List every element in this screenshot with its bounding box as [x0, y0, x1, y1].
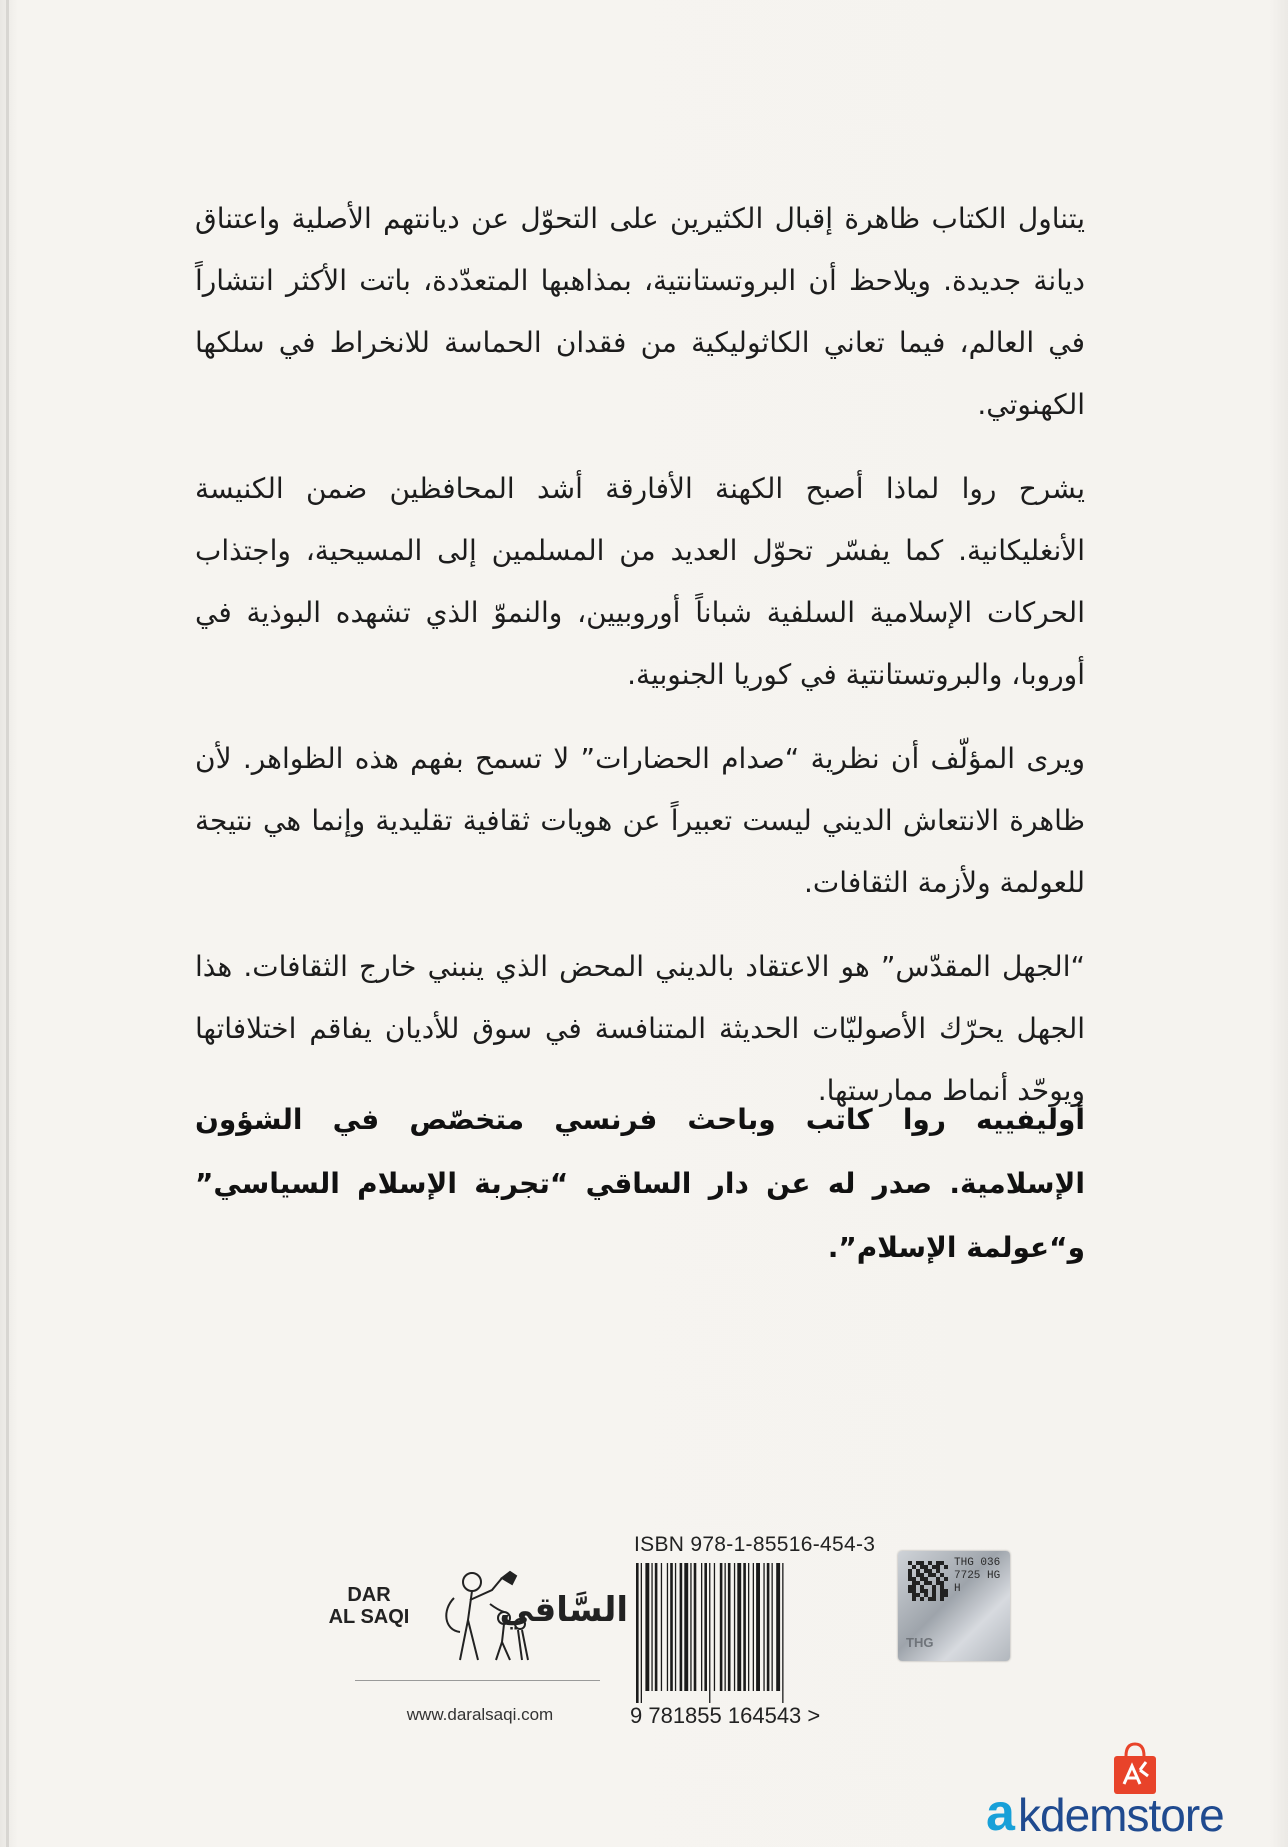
- qr-cell: [916, 1581, 920, 1585]
- barcode-bar: [737, 1563, 741, 1691]
- sticker-code: THG 0367725 HGH: [954, 1557, 1001, 1595]
- qr-cell: [912, 1581, 916, 1585]
- blurb-paragraph-4: “الجهل المقدّس” هو الاعتقاد بالديني المحض الذي ينبني خارج الثقافات. هذا الجهل يحرّك الأصوليّات الحديثة المتنافسة في سوق للأديان يفاقم اختلافاتها ويوحّد أنماط ممارستها.: [195, 950, 1085, 1107]
- barcode-bar: [684, 1563, 688, 1691]
- barcode-bar: [763, 1563, 764, 1691]
- barcode-bar: [756, 1563, 760, 1691]
- qr-cell: [920, 1565, 924, 1569]
- barcode-bar: [655, 1563, 658, 1691]
- qr-cell: [932, 1589, 936, 1593]
- qr-cell: [932, 1565, 936, 1569]
- qr-cell: [924, 1581, 928, 1585]
- qr-cell: [928, 1569, 932, 1573]
- publisher-arabic-name: السَّاقي: [499, 1590, 628, 1630]
- barcode-bar: [641, 1563, 642, 1703]
- barcode-bar: [680, 1563, 683, 1691]
- qr-cell: [920, 1585, 924, 1589]
- qr-cell: [928, 1561, 932, 1565]
- store-logo-initial: a: [986, 1784, 1015, 1842]
- security-sticker: [898, 1551, 1010, 1661]
- qr-cell: [908, 1569, 912, 1573]
- qr-code-icon: [908, 1561, 948, 1601]
- qr-cell: [932, 1573, 936, 1577]
- barcode-bar: [675, 1563, 676, 1691]
- qr-cell: [912, 1589, 916, 1593]
- barcode-bar: [767, 1563, 770, 1691]
- publisher-latin-line-1: DAR: [347, 1584, 391, 1606]
- barcode-bar: [714, 1563, 715, 1691]
- barcode-bar: [690, 1563, 691, 1691]
- book-blurb: [195, 188, 1085, 1144]
- qr-cell: [924, 1589, 928, 1593]
- isbn-number: ISBN 978-1-85516-454-3: [634, 1533, 876, 1556]
- qr-cell: [908, 1561, 912, 1565]
- qr-cell: [920, 1561, 924, 1565]
- qr-cell: [908, 1585, 912, 1589]
- qr-cell: [940, 1593, 944, 1597]
- qr-cell: [940, 1573, 944, 1577]
- qr-cell: [912, 1593, 916, 1597]
- qr-cell: [916, 1593, 920, 1597]
- publisher-divider: [355, 1680, 600, 1681]
- qr-cell: [944, 1593, 948, 1597]
- qr-cell: [928, 1581, 932, 1585]
- isbn-barcode: [630, 1533, 890, 1733]
- store-watermark: kdemstore: [1018, 1789, 1224, 1841]
- qr-cell: [932, 1597, 936, 1601]
- qr-cell: [924, 1593, 928, 1597]
- qr-cell: [920, 1573, 924, 1577]
- qr-cell: [924, 1577, 928, 1581]
- barcode-bar: [645, 1563, 649, 1691]
- barcode-bar: [725, 1563, 726, 1691]
- qr-cell: [920, 1589, 924, 1593]
- publisher-website: www.daralsaqi.com: [406, 1705, 554, 1724]
- barcode-bar: [753, 1563, 754, 1691]
- qr-cell: [912, 1565, 916, 1569]
- barcode-bar: [772, 1563, 773, 1691]
- qr-cell: [940, 1561, 944, 1565]
- qr-cell: [912, 1585, 916, 1589]
- qr-cell: [916, 1561, 920, 1565]
- qr-cell: [940, 1589, 944, 1593]
- blurb-paragraph-1: يتناول الكتاب ظاهرة إقبال الكثيرين على التحوّل عن ديانتهم الأصلية واعتناق ديانة جديدة. ويلاحظ أن البروتستانتية، بمذاهبها المتعدّدة، باتت الأكثر انتشاراً في العالم، فيما تعاني الكاثوليكية من فقدان الحماسة للانخراط في سلكها الكهنوتي.: [195, 202, 1085, 421]
- barcode-bar: [667, 1563, 668, 1691]
- barcode-bars-icon: [632, 1563, 872, 1703]
- qr-cell: [920, 1597, 924, 1601]
- barcode-bar: [709, 1563, 710, 1703]
- qr-cell: [912, 1597, 916, 1601]
- barcode-bar: [776, 1563, 780, 1691]
- qr-cell: [940, 1581, 944, 1585]
- qr-cell: [916, 1569, 920, 1573]
- barcode-bar: [670, 1563, 673, 1691]
- barcode-bar: [743, 1563, 746, 1691]
- qr-cell: [932, 1585, 936, 1589]
- blurb-paragraph-3: ويرى المؤلّف أن نظرية “صدام الحضارات” لا تسمح بفهم هذه الظواهر. لأن ظاهرة الانتعاش الديني ليست تعبيراً عن هويات ثقافية تقليدية وإنما هي نتيجة للعولمة ولأزمة الثقافات.: [195, 742, 1085, 899]
- publisher-latin-line-2: AL SAQI: [328, 1606, 410, 1628]
- qr-cell: [912, 1577, 916, 1581]
- barcode-bar: [748, 1563, 749, 1691]
- qr-cell: [936, 1577, 940, 1581]
- blurb-paragraph-2: يشرح روا لماذا أصبح الكهنة الأفارقة أشد المحافظين ضمن الكنيسة الأنغليكانية. كما يفسّر تحوّل العديد من المسلمين إلى المسيحية، واجتذاب الحركات الإسلامية السلفية شباناً أوروبيين، والنموّ الذي تشهده البوذية في أوروبا، والبروتستانتية في كوريا الجنوبية.: [195, 472, 1085, 691]
- barcode-bar: [694, 1563, 697, 1691]
- publisher-latin-name: [320, 1584, 418, 1628]
- barcode-bar: [661, 1563, 662, 1691]
- barcode-bar: [701, 1563, 702, 1691]
- qr-cell: [932, 1593, 936, 1597]
- qr-cell: [908, 1589, 912, 1593]
- barcode-digits: 9 781855 164543 >: [630, 1703, 821, 1728]
- barcode-bar: [734, 1563, 735, 1691]
- qr-cell: [940, 1597, 944, 1601]
- qr-cell: [908, 1577, 912, 1581]
- barcode-bar: [636, 1563, 639, 1703]
- qr-cell: [936, 1561, 940, 1565]
- qr-cell: [944, 1565, 948, 1569]
- qr-cell: [924, 1565, 928, 1569]
- author-bio: أوليفييه روا كاتب وباحث فرنسي متخصّص في الشؤون الإسلامية. صدر له عن دار الساقي “تجربة الإسلام السياسي” و“عولمة الإسلام”.: [195, 1103, 1085, 1264]
- qr-cell: [920, 1577, 924, 1581]
- qr-cell: [908, 1573, 912, 1577]
- sticker-mark: THG: [906, 1635, 934, 1650]
- qr-cell: [928, 1573, 932, 1577]
- qr-cell: [924, 1569, 928, 1573]
- barcode-bar: [720, 1563, 723, 1691]
- qr-cell: [940, 1585, 944, 1589]
- barcode-bar: [651, 1563, 652, 1691]
- qr-cell: [944, 1577, 948, 1581]
- qr-cell: [936, 1565, 940, 1569]
- qr-cell: [936, 1581, 940, 1585]
- publisher-logo: [320, 1560, 630, 1670]
- spine-fold: [6, 0, 9, 1847]
- barcode-bar: [728, 1563, 731, 1691]
- barcode-bar: [704, 1563, 707, 1691]
- barcode-bar: [782, 1563, 783, 1703]
- qr-cell: [916, 1573, 920, 1577]
- qr-cell: [936, 1569, 940, 1573]
- qr-cell: [928, 1597, 932, 1601]
- qr-cell: [944, 1589, 948, 1593]
